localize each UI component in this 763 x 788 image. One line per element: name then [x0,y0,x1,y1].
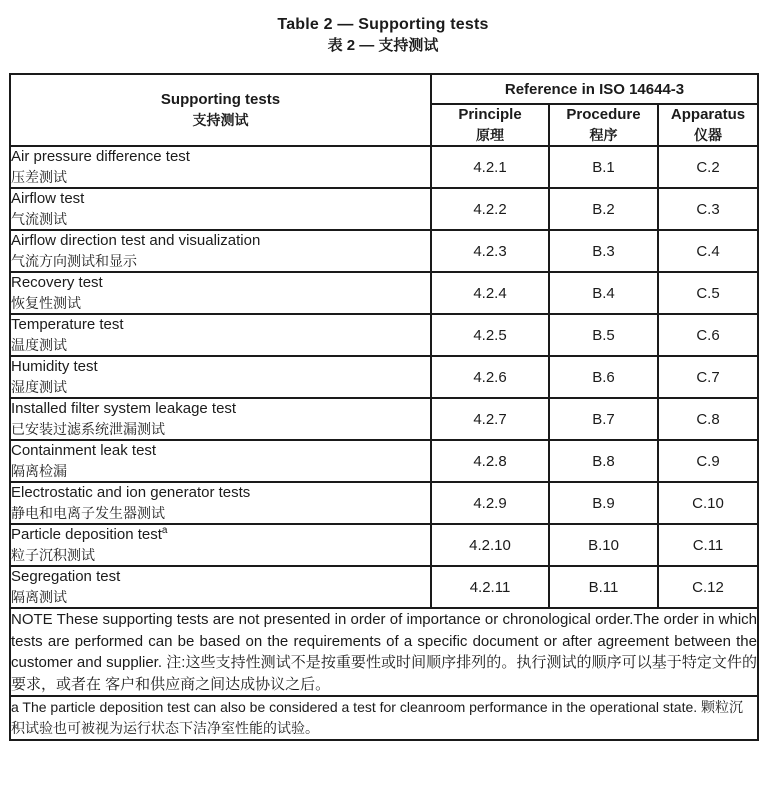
header-reference-iso: Reference in ISO 14644-3 [431,74,758,104]
test-name-en: Containment leak test [11,442,157,459]
table-title-zh: 表 2 — 支持测试 [327,37,439,54]
table-row [10,440,758,482]
test-name-zh: 气流方向测试和显示 [11,253,137,269]
header-procedure-en: Procedure [566,106,641,123]
principle-value: 4.2.9 [431,482,549,524]
header-principle-en: Principle [458,106,522,123]
test-name-cell [10,146,431,188]
header-procedure [549,104,658,146]
apparatus-value: C.10 [658,482,758,524]
principle-value: 4.2.1 [431,146,549,188]
apparatus-value: C.8 [658,398,758,440]
table-row [10,272,758,314]
apparatus-value: C.6 [658,314,758,356]
header-apparatus [658,104,758,146]
apparatus-value: C.3 [658,188,758,230]
test-name-cell [10,398,431,440]
apparatus-value: C.12 [658,566,758,608]
procedure-value: B.1 [549,146,658,188]
procedure-value: B.9 [549,482,658,524]
test-name-cell [10,440,431,482]
apparatus-value: C.2 [658,146,758,188]
table-row [10,398,758,440]
header-supporting-tests [10,74,431,146]
test-name-zh: 气流测试 [11,211,67,227]
principle-value: 4.2.11 [431,566,549,608]
procedure-value: B.4 [549,272,658,314]
test-name-zh: 隔离检漏 [11,463,67,479]
principle-value: 4.2.6 [431,356,549,398]
table-row [10,188,758,230]
principle-value: 4.2.3 [431,230,549,272]
apparatus-value: C.5 [658,272,758,314]
test-name-en: Recovery test [11,274,103,291]
test-name-cell [10,230,431,272]
apparatus-value: C.9 [658,440,758,482]
table-note: NOTE These supporting tests are not presented in order of importance or chronological order.The order in which tests are performed can be based on the requirements of a specific document or after agreement between the customer and supplier. 注:这些支持性测试不是按重要性或时间顺序排列的。执行测试的顺序可以基于特定文件的要求，或者在 客户和供应商之间达成协议之后。 [10,608,758,696]
test-name-zh: 静电和电离子发生器测试 [11,505,165,521]
table-row [10,356,758,398]
table-row [10,230,758,272]
table-row [10,566,758,608]
principle-value: 4.2.2 [431,188,549,230]
footnote-row [10,696,758,740]
table-title [9,14,757,56]
table-row [10,482,758,524]
test-name-cell [10,188,431,230]
test-name-en: Airflow direction test and visualization [11,232,261,249]
header-principle-zh: 原理 [476,127,504,143]
test-name-en: Air pressure difference test [11,148,190,165]
procedure-value: B.5 [549,314,658,356]
table-row [10,146,758,188]
test-name-zh: 隔离测试 [11,589,67,605]
principle-value: 4.2.8 [431,440,549,482]
test-name-zh: 温度测试 [11,337,67,353]
principle-value: 4.2.10 [431,524,549,566]
procedure-value: B.8 [549,440,658,482]
principle-value: 4.2.5 [431,314,549,356]
test-name-en: Temperature test [11,316,124,333]
supporting-tests-table [9,73,759,741]
test-name-zh: 湿度测试 [11,379,67,395]
apparatus-value: C.7 [658,356,758,398]
principle-value: 4.2.7 [431,398,549,440]
footnote-marker: a [161,525,168,536]
procedure-value: B.6 [549,356,658,398]
procedure-value: B.10 [549,524,658,566]
test-name-en: Airflow test [11,190,85,207]
test-name-zh: 粒子沉积测试 [11,547,95,563]
table-row [10,314,758,356]
principle-value: 4.2.4 [431,272,549,314]
header-row-1 [10,74,758,104]
apparatus-value: C.11 [658,524,758,566]
test-name-cell [10,524,431,566]
test-name-cell [10,272,431,314]
header-apparatus-zh: 仪器 [694,127,722,143]
table-title-en: Table 2 — Supporting tests [277,16,489,33]
test-name-cell [10,566,431,608]
header-apparatus-en: Apparatus [670,106,746,123]
test-name-cell [10,356,431,398]
test-name-cell [10,314,431,356]
table-row [10,524,758,566]
test-name-en: Particle deposition test$^a$ [11,525,168,543]
header-principle [431,104,549,146]
apparatus-value: C.4 [658,230,758,272]
note-row [10,608,758,696]
header-supporting-tests-zh: 支持测试 [192,112,249,128]
header-procedure-zh: 程序 [589,127,618,143]
test-name-en: Humidity test [11,358,98,375]
procedure-value: B.7 [549,398,658,440]
test-name-zh: 恢复性测试 [11,295,81,311]
test-name-en: Segregation test [11,568,121,585]
test-name-en: Electrostatic and ion generator tests [11,484,251,501]
table-footnote: a The particle deposition test can also be considered a test for cleanroom performance in the operational state. 颗粒沉积试验也可被视为运行状态下洁净室性能的试验。 [10,696,758,740]
test-name-zh: 已安装过滤系统泄漏测试 [11,421,165,437]
procedure-value: B.3 [549,230,658,272]
header-supporting-tests-en: Supporting tests [160,91,281,108]
procedure-value: B.11 [549,566,658,608]
test-name-zh: 压差测试 [11,169,67,185]
test-name-cell [10,482,431,524]
procedure-value: B.2 [549,188,658,230]
test-name-en: Installed filter system leakage test [11,400,237,417]
